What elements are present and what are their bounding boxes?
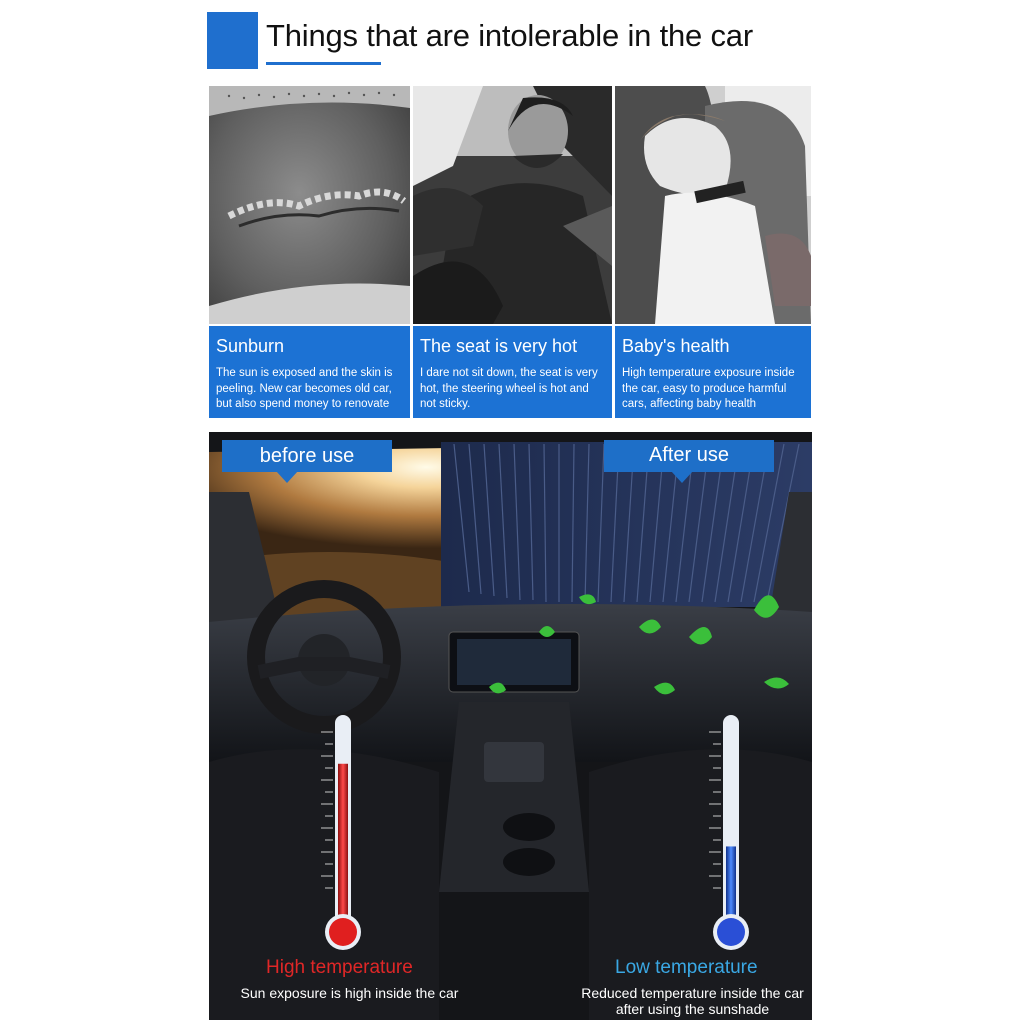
high-temperature-caption: Sun exposure is high inside the car xyxy=(240,985,459,1001)
before-use-pointer xyxy=(276,471,298,483)
sunburn-text: The sun is exposed and the skin is peeling. New car becomes old car, but also spend money to renovate xyxy=(216,367,393,410)
title-underline xyxy=(266,62,381,65)
baby-health-card xyxy=(615,326,811,418)
low-temperature-caption: Reduced temperature inside the car after using the sunshade xyxy=(581,985,804,1017)
car-interior-scene xyxy=(209,432,812,1020)
hot-seat-card xyxy=(413,326,612,418)
baby-health-title: Baby's health xyxy=(622,336,730,356)
page-title: Things that are intolerable in the car xyxy=(266,18,753,53)
hot-seat-photo xyxy=(413,86,612,324)
sunburn-title: Sunburn xyxy=(216,336,285,356)
before-use-label: before use xyxy=(222,440,392,472)
sunburn-photo xyxy=(209,86,410,324)
header-accent-square xyxy=(207,12,258,69)
hot-seat-title: The seat is very hot xyxy=(420,336,578,356)
hot-seat-text: I dare not sit down, the seat is very hot, the steering wheel is hot and not sticky. xyxy=(420,367,598,410)
after-use-pointer xyxy=(671,471,693,483)
baby-health-photo xyxy=(615,86,811,324)
baby-health-text: High temperature exposure inside the car, easy to produce harmful cars, affecting baby health xyxy=(622,367,795,410)
high-temperature-label: High temperature xyxy=(266,957,413,978)
after-use-label: After use xyxy=(604,440,774,472)
low-temperature-label: Low temperature xyxy=(615,957,758,978)
sunburn-card xyxy=(209,326,410,418)
